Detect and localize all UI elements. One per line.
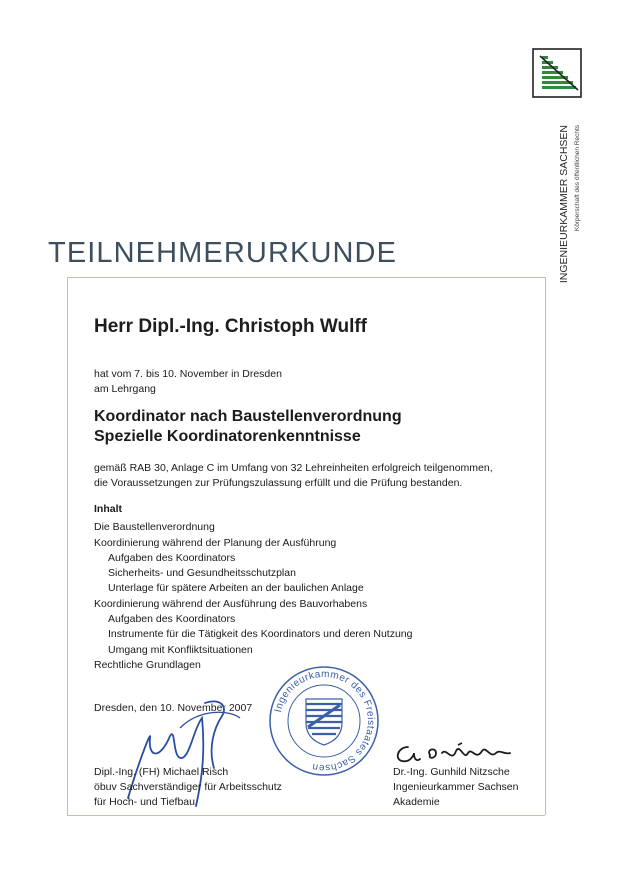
- chamber-seal: [268, 665, 380, 777]
- result-text: [94, 461, 493, 491]
- result-line-1: gemäß RAB 30, Anlage C im Umfang von 32 Lehreinheiten erfolgreich teilgenommen,: [94, 462, 493, 474]
- place-date: Dresden, den 10. November 2007: [94, 702, 253, 714]
- chamber-name: INGENIEURKAMMER SACHSEN: [558, 125, 570, 284]
- frame-bottom-line: [67, 815, 545, 816]
- signatory-left-name: Dipl.-Ing. (FH) Michael Risch: [94, 766, 229, 778]
- course-line-1: Koordinator nach Baustellenverordnung: [94, 408, 402, 425]
- result-line-2: die Voraussetzungen zur Prüfungszulassung erfüllt und die Prüfung bestanden.: [94, 477, 463, 489]
- contents-item: Koordinierung während der Ausführung des Bauvorhabens: [94, 597, 368, 610]
- attendance-text: [94, 367, 282, 397]
- contents-subitem: Instrumente für die Tätigkeit des Koordinators und deren Nutzung: [108, 628, 413, 641]
- contents-subitem: Aufgaben des Koordinators: [108, 551, 236, 564]
- attendance-line-1: hat vom 7. bis 10. November in Dresden: [94, 368, 282, 380]
- contents-section: [94, 502, 413, 673]
- seal-text: Ingenieurkammer des Freistaates Sachsen: [272, 668, 377, 774]
- attendance-line-2: am Lehrgang: [94, 383, 156, 395]
- contents-subitem: Sicherheits- und Gesundheitsschutzplan: [108, 567, 296, 580]
- document-title: TEILNEHMERURKUNDE: [48, 237, 398, 269]
- signatory-right-unit: Akademie: [393, 796, 440, 808]
- signatory-right-org: Ingenieurkammer Sachsen: [393, 781, 519, 793]
- frame-left-line: [67, 277, 68, 815]
- frame-top-line: [67, 277, 545, 278]
- signatory-left-field: für Hoch- und Tiefbau: [94, 796, 195, 808]
- contents-item: Die Baustellenverordnung: [94, 521, 215, 534]
- course-line-2: Spezielle Koordinatorenkenntnisse: [94, 428, 361, 445]
- signatory-left-title: öbuv Sachverständiger für Arbeitsschutz: [94, 781, 282, 793]
- chamber-logo: [532, 48, 582, 98]
- signatory-left: [94, 765, 282, 810]
- chamber-subtitle: Körperschaft des öffentlichen Rechts: [574, 125, 581, 232]
- signatory-right-name: Dr.-Ing. Gunhild Nitzsche: [393, 766, 510, 778]
- contents-subitem: Umgang mit Konfliktsituationen: [108, 643, 253, 656]
- recipient-name: Herr Dipl.-Ing. Christoph Wulff: [94, 316, 368, 337]
- frame-right-line: [545, 277, 546, 815]
- signatory-right: [393, 765, 518, 810]
- contents-subitem: Unterlage für spätere Arbeiten an der baulichen Anlage: [108, 582, 364, 595]
- contents-item: Rechtliche Grundlagen: [94, 658, 201, 671]
- contents-subitem: Aufgaben des Koordinators: [108, 613, 236, 626]
- contents-item: Koordinierung während der Planung der Ausführung: [94, 536, 337, 549]
- contents-heading: Inhalt: [94, 503, 122, 515]
- course-title: [94, 407, 402, 447]
- coat-of-arms-icon: [306, 699, 342, 745]
